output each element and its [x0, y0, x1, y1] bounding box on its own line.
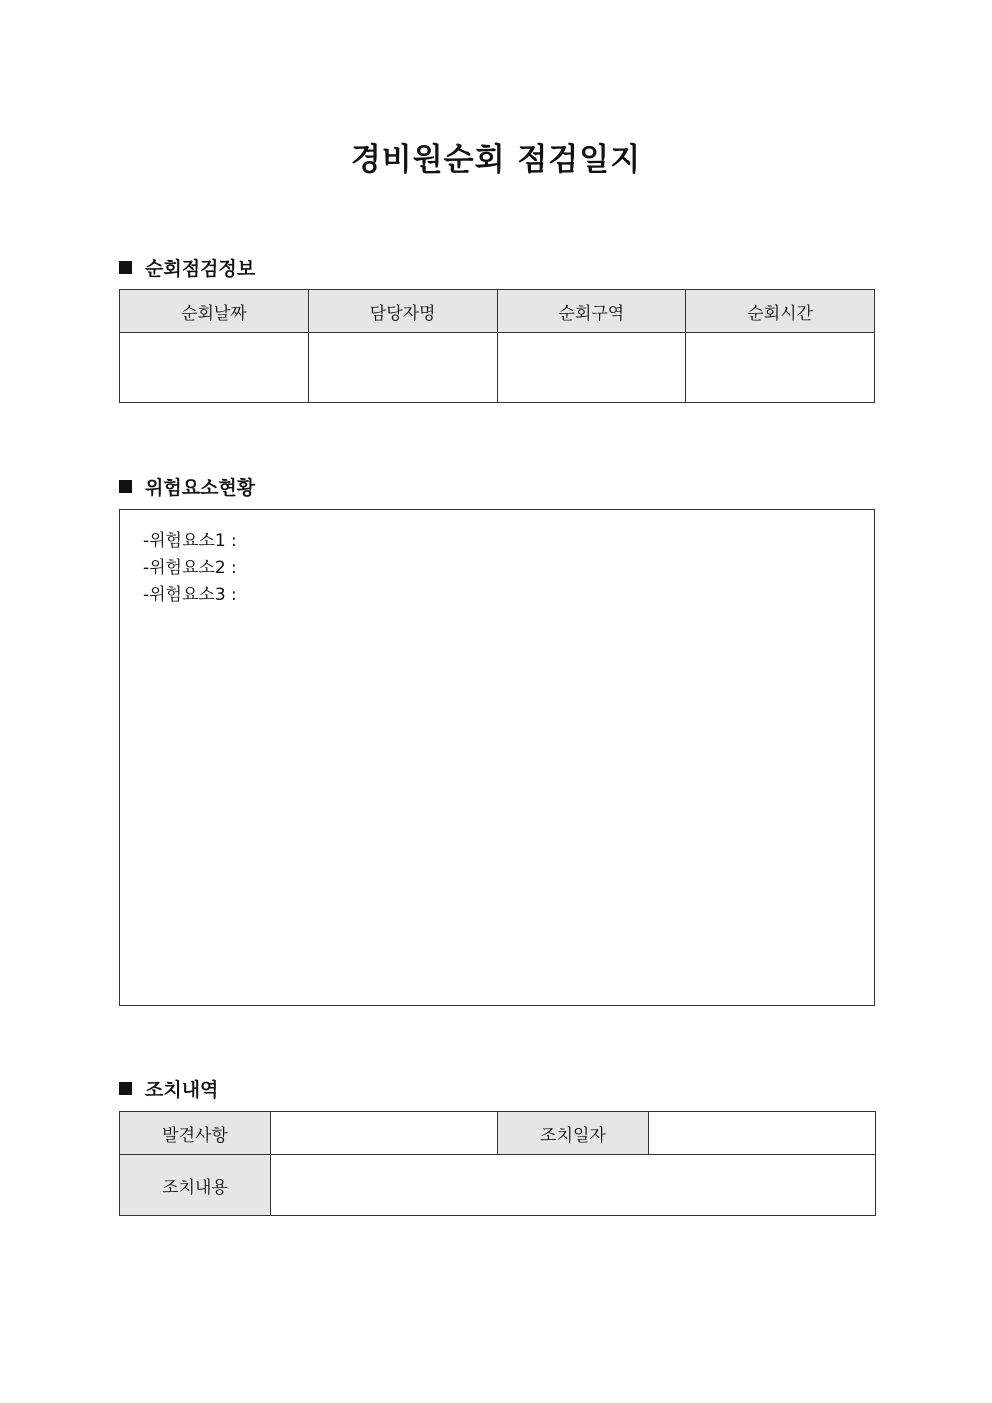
- header-patrol-area: 순회구역: [497, 290, 686, 333]
- list-item: -위험요소2 :: [143, 558, 237, 578]
- hazard-status-box[interactable]: [119, 509, 875, 1006]
- table-row: [120, 1112, 876, 1155]
- patrol-info-table: [119, 289, 875, 403]
- section-heading-label: 조치내역: [145, 1079, 219, 1101]
- square-bullet-icon: [119, 1082, 132, 1095]
- section-heading-action-history: [119, 1075, 218, 1102]
- table-header-row: [120, 290, 875, 333]
- hazard-list: [120, 510, 874, 609]
- header-staff-name: 담당자명: [308, 290, 497, 333]
- action-content-field[interactable]: [271, 1155, 876, 1216]
- square-bullet-icon: [119, 261, 132, 274]
- section-heading-hazard-status: [119, 473, 255, 500]
- patrol-time-field[interactable]: [686, 333, 875, 403]
- patrol-date-field[interactable]: [120, 333, 309, 403]
- action-date-label: 조치일자: [498, 1112, 649, 1155]
- action-date-field[interactable]: [649, 1112, 876, 1155]
- found-items-field[interactable]: [271, 1112, 498, 1155]
- header-patrol-date: 순회날짜: [120, 290, 309, 333]
- list-item: -위험요소3 :: [143, 585, 237, 605]
- section-heading-label: 위험요소현황: [145, 477, 256, 499]
- header-patrol-time: 순회시간: [686, 290, 875, 333]
- document-title: 경비원순회 점검일지: [350, 142, 642, 178]
- list-item: -위험요소1 :: [143, 531, 237, 551]
- table-row: [120, 333, 875, 403]
- table-row: [120, 1155, 876, 1216]
- action-history-table: [119, 1111, 876, 1216]
- square-bullet-icon: [119, 480, 132, 493]
- section-heading-label: 순회점검정보: [145, 258, 256, 280]
- patrol-area-field[interactable]: [497, 333, 686, 403]
- action-content-label: 조치내용: [120, 1155, 271, 1216]
- section-heading-patrol-info: [119, 254, 255, 281]
- staff-name-field[interactable]: [308, 333, 497, 403]
- found-items-label: 발견사항: [120, 1112, 271, 1155]
